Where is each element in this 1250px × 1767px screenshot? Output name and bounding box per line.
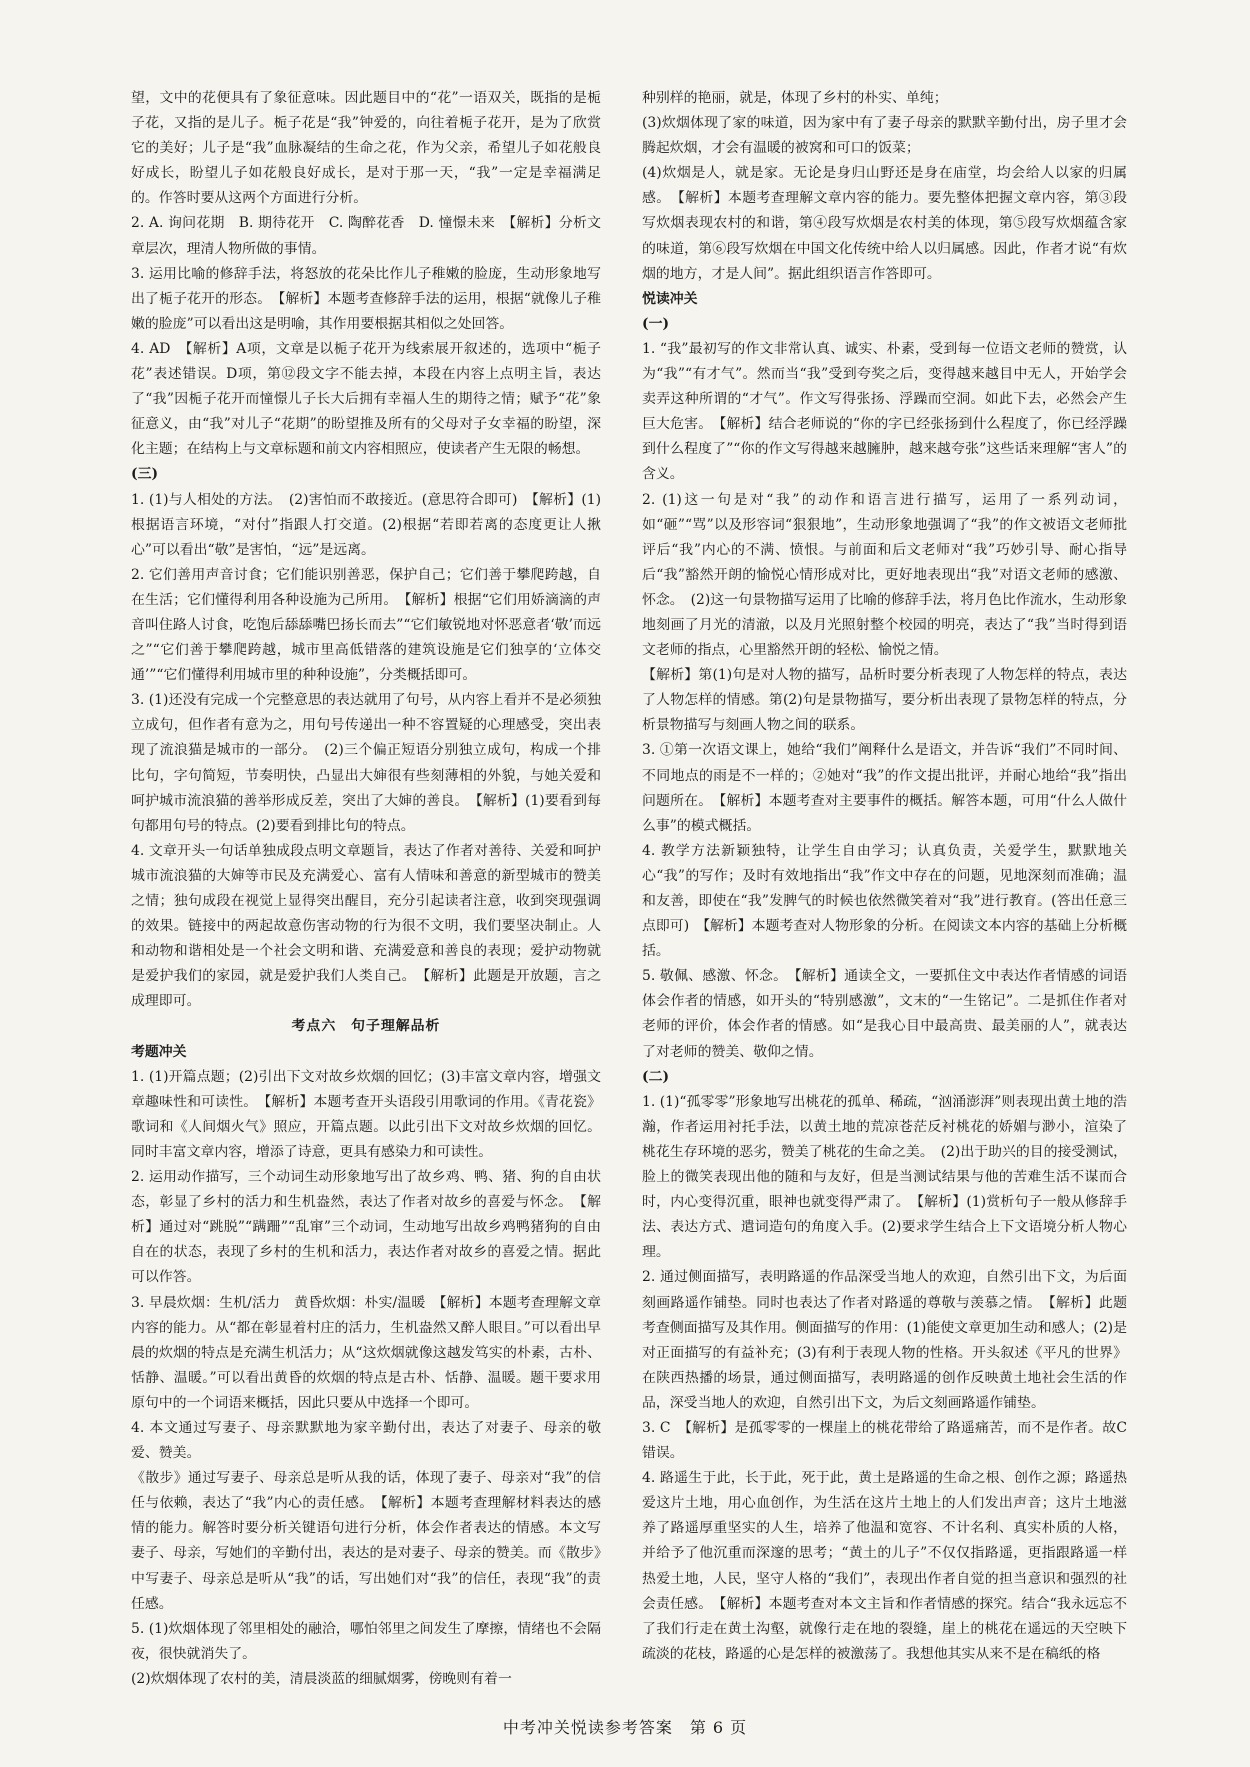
paragraph: 3. (1)还没有完成一个完整意思的表达就用了句号，从内容上看并不是必须独立成句，但作者有意为之，用句号传递出一种不容置疑的心理感受，突出表现了流浪猫是城市的一部分。 (2)三个偏正短语分别独立成句，构成一个排比句，字句简短，节奏明快，凸显出大婶很有些刻薄相的外貌，与她关爱和呵护城市流浪猫的善举形成反差，突出了大婶的善良。 【解析】(1)要看到每句都用句号的特点。(2)要看到排比句的特点。	[131, 692, 601, 834]
paragraph: 【解析】第(1)句是对人物的描写，品析时要分析表现了人物怎样的特点，表达了人物怎样的情感。第(2)句是景物描写，要分析出表现了景物怎样的特点，分析景物描写与刻画人物之间的联系。	[642, 667, 1127, 734]
paragraph: 5. (1)炊烟体现了邻里相处的融洽，哪怕邻里之间发生了摩擦，情绪也不会隔夜，很快就消失了。	[131, 1620, 601, 1662]
section-marker: (一)	[642, 315, 670, 332]
paragraph: 3. 早晨炊烟：生机/活力 黄昏炊烟：朴实/温暖 【解析】本题考查理解文章内容的能力。从“都在彰显着村庄的活力，生机盎然又醉人眼目。”可以看出早晨的炊烟的特点是充满生机活力；从“这炊烟就像这越发笃实的朴素，古朴、恬静、温暖。”可以看出黄昏的炊烟的特点是古朴、恬静、温暖。题干要求用原句中的一个词语来概括，因此只要从中选择一个即可。	[131, 1294, 601, 1411]
paragraph: (3)炊烟体现了家的味道，因为家中有了妻子母亲的默默辛勤付出，房子里才会腾起炊烟，才会有温暖的被窝和可口的饭菜；	[642, 115, 1127, 157]
page-footer: 中考冲关悦读参考答案 第 6 页	[502, 1718, 748, 1737]
section-title: 悦读冲关	[642, 290, 698, 307]
section-marker: (二)	[642, 1068, 670, 1085]
paragraph: 2. 运用动作描写，三个动词生动形象地写出了故乡鸡、鸭、猪、狗的自由状态，彰显了乡村的活力和生机盎然，表达了作者对故乡的喜爱与怀念。 【解析】通过对“跳脱”“蹒跚”“乱窜”三个动词，生动地写出故乡鸡鸭猪狗的自由自在的状态，表现了乡村的生机和活力，表达作者对故乡的喜爱之情。据此可以作答。	[131, 1169, 601, 1286]
subsection-title: 考题冲关	[131, 1043, 187, 1060]
left-column	[131, 86, 601, 1692]
paragraph: 2. A. 询问花期 B. 期待花开 C. 陶醉花香 D. 憧憬未来 【解析】分析文章层次，理清人物所做的事情。	[131, 215, 601, 257]
section-heading: 考点六 句子理解品析	[291, 1018, 441, 1035]
paragraph: 5. 敬佩、感激、怀念。 【解析】通读全文，一要抓住文中表达作者情感的词语体会作者的情感，如开头的“特别感激”，文末的“一生铭记”。二是抓住作者对老师的评价，体会作者的情感。如“是我心目中最高贵、最美丽的人”，就表达了对老师的赞美、敬仰之情。	[642, 968, 1127, 1060]
paragraph: 1. “我”最初写的作文非常认真、诚实、朴素，受到每一位语文老师的赞赏，认为“我”“有才气”。然而当“我”受到夸奖之后，变得越来越目中无人，开始学会卖弄这种所谓的“才气”。作文写得张扬、浮躁而空洞。如此下去，必然会产生巨大危害。 【解析】结合老师说的“你的字已经张扬到什么程度了，你已经浮躁到什么程度了”“你的作文写得越来越臃肿，越来越夸张”这些话来理解“害人”的含义。	[642, 340, 1127, 483]
paragraph: 2. 它们善用声音讨食；它们能识别善恶，保护自己；它们善于攀爬跨越，自在生活；它们懂得利用各种设施为己所用。 【解析】根据“它们用娇滴滴的声音叫住路人讨食，吃饱后舔舔嘴巴扬长而去”“它们敏锐地对怀恶意者‘敬’而远之”“它们善于攀爬跨越，城市里高低错落的建筑设施是它们独享的‘立体交通’”“它们懂得利用城市里的种种设施”，分类概括即可。	[131, 566, 601, 684]
right-column	[642, 86, 1127, 1667]
paragraph: 4. 路遥生于此，长于此，死于此，黄土是路遥的生命之根、创作之源；路遥热爱这片土地，用心血创作，为生活在这片土地上的人们发出声音；这片土地滋养了路遥厚重坚实的人生，培养了他温和宽容、不计名利、真实朴质的人格，并给予了他沉重而深邃的思考；“黄土的儿子”不仅仅指路遥，更指跟路遥一样热爱土地，人民，坚守人格的“我们”，表现出作者自觉的担当意识和强烈的社会责任感。 【解析】本题考查对本文主旨和作者情感的探究。结合“我永远忘不了我们行走在黄土沟壑，就像行走在地的裂缝，崖上的桃花在遥远的天空映下疏淡的花枝，路遥的心是怎样的被激荡了。我想他其实从来不是在稿纸的格	[642, 1470, 1127, 1662]
paragraph: 1. (1)开篇点题；(2)引出下文对故乡炊烟的回忆；(3)丰富文章内容，增强文章趣味性和可读性。 【解析】本题考查开头语段引用歌词的作用。《青花瓷》歌词和《人间烟火气》照应，开篇点题。以此引出下文对故乡炊烟的回忆。同时丰富文章内容，增添了诗意，更具有感染力和可读性。	[131, 1068, 601, 1160]
paragraph: 1. (1)“孤零零”形象地写出桃花的孤单、稀疏，“汹涌澎湃”则表现出黄土地的浩瀚，作者运用衬托手法，以黄土地的荒凉苍茫反衬桃花的娇媚与渺小，渲染了桃花生存环境的恶劣，赞美了桃花的生命之美。 (2)出于助兴的目的接受测试，脸上的微笑表现出他的随和与友好，但是当测试结果与他的苦难生活不谋而合时，内心变得沉重，眼神也就变得严肃了。 【解析】(1)赏析句子一般从修辞手法、表达方式、遣词造句的角度入手。(2)要求学生结合上下文语境分析人物心理。	[642, 1093, 1128, 1261]
paragraph: 2. (1)这一句是对“我”的动作和语言进行描写，运用了一系列动词，如“砸”“骂”以及形容词“狠狠地”，生动形象地强调了“我”的作文被语文老师批评后“我”内心的不满、愤恨。与前面和后文老师对“我”巧妙引导、耐心指导后“我”豁然开朗的愉悦心情形成对比，更好地表现出“我”对语文老师的感激、怀念。 (2)这一句景物描写运用了比喻的修辞手法，将月色比作流水，生动形象地刻画了月光的清澈，以及月光照射整个校园的明亮，表达了“我”当时得到语文老师的指点，心里豁然开朗的轻松、愉悦之情。	[642, 491, 1128, 659]
paragraph: 3. ①第一次语文课上，她给“我们”阐释什么是语文，并告诉“我们”不同时间、不同地点的雨是不一样的；②她对“我”的作文提出批评，并耐心地给“我”指出问题所在。 【解析】本题考查对主要事件的概括。解答本题，可用“什么人做什么事”的模式概括。	[642, 742, 1127, 834]
paragraph: (4)炊烟是人，就是家。无论是身归山野还是身在庙堂，均会给人以家的归属感。 【解析】本题考查理解文章内容的能力。要先整体把握文章内容，第③段写炊烟表现农村的和谐，第④段写炊烟是农村美的体现，第⑤段写炊烟蕴含家的味道，第⑥段写炊烟在中国文化传统中给人以归属感。因此，作者才说“有炊烟的地方，才是人间”。据此组织语言作答即可。	[642, 165, 1127, 282]
paragraph: 2. 通过侧面描写，表明路遥的作品深受当地人的欢迎，自然引出下文，为后面刻画路遥作铺垫。同时也表达了作者对路遥的尊敬与羡慕之情。 【解析】此题考查侧面描写及其作用。侧面描写的作用：(1)能使文章更加生动和感人；(2)是对正面描写的有益补充；(3)有利于表现人物的性格。开头叙述《平凡的世界》在陕西热播的场景，通过侧面描写，表明路遥的创作反映黄土地社会生活的作品，深受当地人的欢迎，自然引出下文，为后文刻画路遥作铺垫。	[642, 1269, 1127, 1411]
paragraph: 4. AD 【解析】A项，文章是以栀子花开为线索展开叙述的，选项中“栀子花”表述错误。D项，第⑫段文字不能去掉，本段在内容上点明主旨，表达了“我”因栀子花开而憧憬儿子长大后拥有幸福人生的期待之情；赋予“花”象征意义，由“我”对儿子“花期”的盼望推及所有的父母对子女幸福的盼望，深化主题；在结构上与文章标题和前文内容相照应，使读者产生无限的畅想。	[131, 340, 601, 458]
paragraph: 《散步》通过写妻子、母亲总是听从我的话，体现了妻子、母亲对“我”的信任与依赖，表达了“我”内心的责任感。 【解析】本题考查理解材料表达的感情的能力。解答时要分析关键语句进行分析，体会作者表达的情感。本文写妻子、母亲，写她们的辛勤付出，表达的是对妻子、母亲的赞美。而《散步》中写妻子、母亲总是听从“我”的话，写出她们对“我”的信任，表现“我”的责任感。	[131, 1470, 601, 1612]
paragraph: 4. 本文通过写妻子、母亲默默地为家辛勤付出，表达了对妻子、母亲的敬爱、赞美。	[131, 1419, 601, 1462]
paragraph: 4. 文章开头一句话单独成段点明文章题旨，表达了作者对善待、关爱和呵护城市流浪猫的大婶等市民及充满爱心、富有人情味和善意的新型城市的赞美之情；独句成段在视觉上显得突出醒目，充分引起读者注意，收到突现强调的效果。链接中的两起故意伤害动物的行为很不文明，我们要坚决制止。人和动物和谐相处是一个社会文明和谐、充满爱意和善良的表现；爱护动物就是爱护我们的家园，就是爱护我们人类自己。 【解析】此题是开放题，言之成理即可。	[131, 842, 601, 1010]
paragraph: 1. (1)与人相处的方法。 (2)害怕而不敢接近。(意思符合即可) 【解析】(1)根据语言环境，“对付”指跟人打交道。(2)根据“若即若离的态度更让人揪心”可以看出“敬”是害怕，“远”是远离。	[131, 491, 601, 558]
paragraph: (2)炊烟体现了农村的美，清晨淡蓝的细腻烟雾，傍晚则有着一	[131, 1670, 512, 1687]
paragraph: 3. C 【解析】是孤零零的一棵崖上的桃花带给了路遥痛苦，而不是作者。故C错误。	[642, 1419, 1127, 1462]
paragraph: 3. 运用比喻的修辞手法，将怒放的花朵比作儿子稚嫩的脸庞，生动形象地写出了栀子花开的形态。 【解析】本题考查修辞手法的运用，根据“就像儿子稚嫩的脸庞”可以看出这是明喻，其作用要根据其相似之处回答。	[131, 265, 601, 332]
paragraph: 种别样的艳丽，就是，体现了乡村的朴实、单纯；	[642, 90, 948, 106]
paragraph: 望，文中的花便具有了象征意味。因此题目中的“花”一语双关，既指的是栀子花，又指的是儿子。栀子花是“我”钟爱的，向往着栀子花开，是为了欣赏它的美好；儿子是“我”血脉凝结的生命之花，作为父亲，希望儿子如花般良好成长，盼望儿子如花般良好成长，是对于那一天，“我”一定是幸福满足的。作答时要从这两个方面进行分析。	[131, 90, 601, 207]
section-marker: (三)	[131, 466, 159, 483]
paragraph: 4. 教学方法新颖独特，让学生自由学习；认真负责，关爱学生，默默地关心“我”的写作；及时有效地指出“我”作文中存在的问题，见地深刻而准确；温和友善，即使在“我”发脾气的时候也依然微笑着对“我”进行教育。(答出任意三点即可) 【解析】本题考查对人物形象的分析。在阅读文本内容的基础上分析概括。	[642, 842, 1127, 960]
